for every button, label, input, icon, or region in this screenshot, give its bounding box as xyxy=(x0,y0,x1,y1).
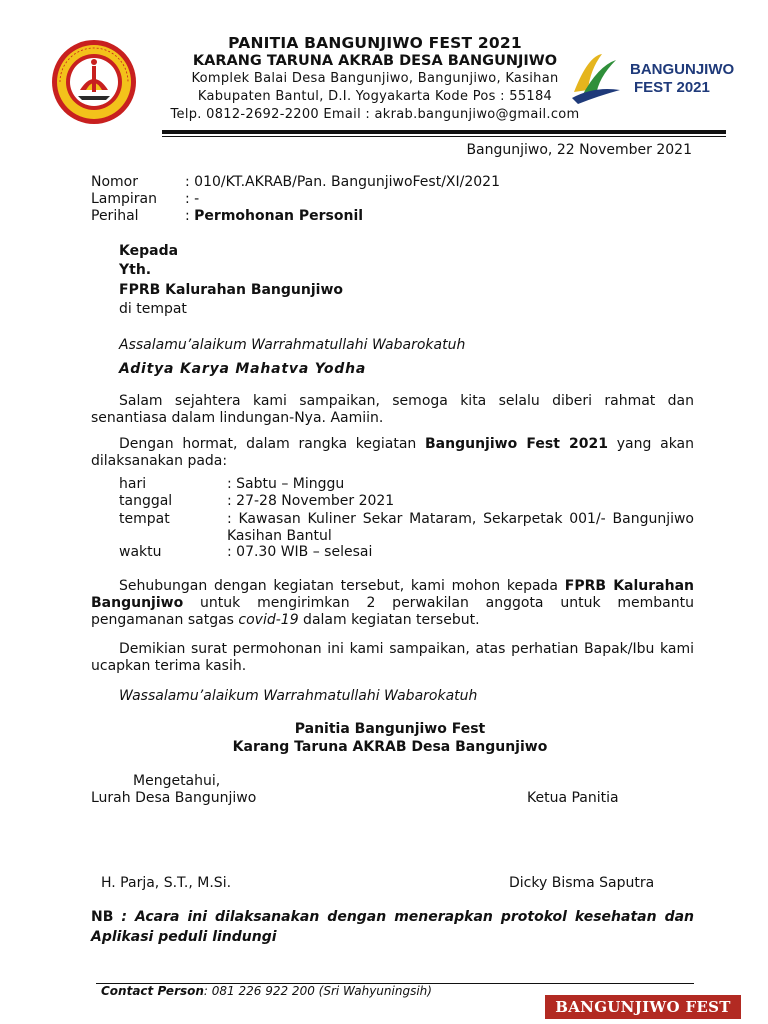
meta-perihal-prefix: : xyxy=(185,208,195,224)
meta-nomor-value: : 010/KT.AKRAB/Pan. BangunjiwoFest/XI/2021 xyxy=(185,174,500,190)
paragraph-3-covid: covid-19 xyxy=(238,612,299,628)
karang-taruna-emblem-icon xyxy=(50,38,138,126)
paragraph-2-b: yang akan dilaksanakan pada: xyxy=(91,436,695,469)
paragraph-3-b: untuk mengirimkan 2 perwakilan anggota untuk membantu pengamanan satgas xyxy=(91,595,694,628)
bangunjiwo-fest-logo-icon xyxy=(568,46,740,106)
recipient-yth: Yth. xyxy=(119,262,152,278)
paragraph-2-a: Dengan hormat, dalam rangka kegiatan xyxy=(119,436,426,452)
org-title: PANITIA BANGUNJIWO FEST 2021 xyxy=(228,34,522,52)
right-logo-line1: BANGUNJIWO xyxy=(630,61,735,78)
schedule-tempat-label: tempat xyxy=(119,511,170,527)
schedule-tempat-value: : Kawasan Kuliner Sekar Mataram, Sekarpetak 001/- Bangunjiwo Kasihan Bantul xyxy=(227,511,694,544)
footer-badge: BANGUNJIWO FEST xyxy=(545,995,741,1019)
greeting: Assalamu’alaikum Warrahmatullahi Wabarokatuh xyxy=(119,337,466,353)
recipient-name: FPRB Kalurahan Bangunjiwo xyxy=(119,282,344,298)
schedule-hari-label: hari xyxy=(119,476,147,492)
schedule-waktu-value: : 07.30 WIB – selesai xyxy=(227,544,373,560)
sign-left-line-2: Lurah Desa Bangunjiwo xyxy=(91,790,257,806)
motto: Aditya Karya Mahatva Yodha xyxy=(119,361,367,377)
paragraph-3-a: Sehubungan dengan kegiatan tersebut, kami mohon kepada xyxy=(119,578,565,594)
contact-line: Telp. 0812-2692-2200 Email : akrab.bangunjiwo@gmail.com xyxy=(170,107,580,122)
paragraph-4 xyxy=(91,641,694,675)
paragraph-2-event: Bangunjiwo Fest 2021 xyxy=(425,436,609,452)
paragraph-1 xyxy=(91,393,694,427)
paragraph-3-recipient: FPRB Kalurahan Bangunjiwo xyxy=(91,578,695,611)
address-line-2: Kabupaten Bantul, D.I. Yogyakarta Kode Pos : 55184 xyxy=(197,89,553,104)
committee-line-1: Panitia Bangunjiwo Fest xyxy=(294,721,486,737)
header-rule-thin xyxy=(162,136,726,137)
meta-perihal-text: Permohonan Personil xyxy=(194,208,364,224)
footer-contact xyxy=(101,984,432,998)
footer-contact-label: Contact Person xyxy=(101,984,204,998)
paragraph-4-text: Demikian surat permohonan ini kami sampaikan, atas perhatian Bapak/Ibu kami ucapkan terima kasih. xyxy=(91,641,694,674)
paragraph-1-text: Salam sejahtera kami sampaikan, semoga kita selalu diberi rahmat dan senantiasa dalam lindungan-Nya. Aamiin. xyxy=(91,393,694,426)
schedule-tanggal-value: : 27-28 November 2021 xyxy=(227,493,395,509)
meta-perihal-label: Perihal xyxy=(91,208,139,224)
address-line-1: Komplek Balai Desa Bangunjiwo, Bangunjiwo, Kasihan xyxy=(191,71,559,86)
right-logo xyxy=(568,46,740,106)
nb-label: NB xyxy=(91,909,114,925)
signer-left-name: H. Parja, S.T., M.Si. xyxy=(101,875,232,891)
header-rule-thick xyxy=(162,130,726,134)
footer-contact-value: : 081 226 922 200 (Sri Wahyuningsih) xyxy=(203,984,432,998)
signer-right-name: Dicky Bisma Saputra xyxy=(509,875,655,891)
committee-line-2: Karang Taruna AKRAB Desa Bangunjiwo xyxy=(232,739,548,755)
paragraph-3 xyxy=(91,578,694,629)
meta-nomor-label: Nomor xyxy=(91,174,138,190)
paragraph-2 xyxy=(91,436,694,470)
recipient-place: di tempat xyxy=(119,301,187,317)
sign-left-line-1: Mengetahui, xyxy=(133,773,221,789)
right-logo-line2: FEST 2021 xyxy=(634,79,710,96)
paragraph-3-c: dalam kegiatan tersebut. xyxy=(298,612,480,628)
closing-greeting: Wassalamu’alaikum Warrahmatullahi Wabarokatuh xyxy=(119,688,478,704)
left-logo xyxy=(50,38,138,126)
schedule-tanggal-label: tanggal xyxy=(119,493,173,509)
recipient-kepada: Kepada xyxy=(119,243,179,259)
meta-perihal-value xyxy=(185,208,363,224)
schedule-hari-value: : Sabtu – Minggu xyxy=(227,476,345,492)
schedule-waktu-label: waktu xyxy=(119,544,162,560)
nb-note xyxy=(91,907,694,947)
org-subtitle: KARANG TARUNA AKRAB DESA BANGUNJIWO xyxy=(192,53,558,69)
sign-right-title: Ketua Panitia xyxy=(527,790,619,806)
meta-lampiran-label: Lampiran xyxy=(91,191,158,207)
meta-lampiran-value: : - xyxy=(185,191,200,207)
letter-date: Bangunjiwo, 22 November 2021 xyxy=(466,142,692,158)
nb-text: : Acara ini dilaksanakan dengan menerapkan protokol kesehatan dan Aplikasi peduli lindungi xyxy=(91,909,694,945)
